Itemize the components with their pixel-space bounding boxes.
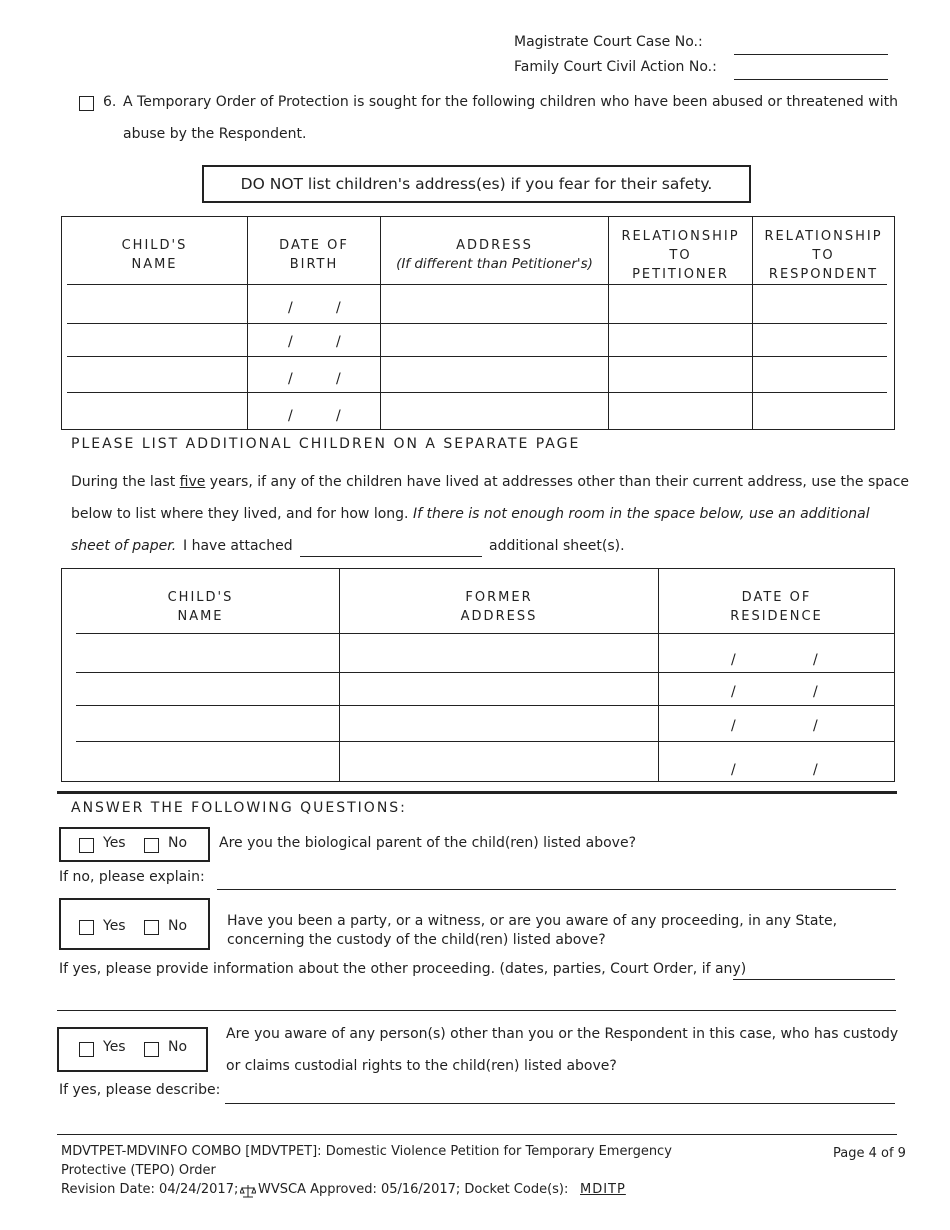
q1-follow-label: If no, please explain:: [59, 869, 205, 885]
page-number: Page 4 of 9: [833, 1146, 906, 1161]
section-divider: [57, 791, 897, 794]
additional-children-note: PLEASE LIST ADDITIONAL CHILDREN ON A SEPARATE PAGE: [71, 436, 581, 452]
table-row: [67, 323, 887, 324]
dob-slash: /: [288, 371, 293, 387]
magistrate-case-label: Magistrate Court Case No.:: [514, 34, 703, 50]
residence-slash: /: [813, 762, 818, 778]
q1-question: Are you the biological parent of the child(ren) listed above?: [219, 835, 637, 851]
residence-slash: /: [813, 684, 818, 700]
children-header-address: ADDRESS (If different than Petitioner's): [396, 238, 593, 272]
q2-no-label: No: [168, 918, 188, 934]
residence-paragraph-line3: sheet of paper.: [71, 538, 177, 554]
dob-slash: /: [288, 334, 293, 350]
residence-slash: /: [813, 718, 818, 734]
q3-describe-field[interactable]: [225, 1103, 895, 1104]
children-header-rel-petitioner: RELATIONSHIP TO PETITIONER: [621, 229, 740, 282]
q3-question-line2: or claims custodial rights to the child(ren) listed above?: [226, 1058, 617, 1074]
dob-slash: /: [288, 300, 293, 316]
family-case-field[interactable]: [734, 79, 888, 80]
table-row: [67, 392, 887, 393]
q3-no-label: No: [168, 1039, 188, 1055]
q2-info-field-2[interactable]: [57, 1010, 896, 1011]
q1-yes-checkbox[interactable]: [79, 838, 94, 853]
q2-info-field[interactable]: [733, 979, 895, 980]
q2-question-line2: concerning the custody of the child(ren) listed above?: [227, 932, 606, 948]
family-case-label: Family Court Civil Action No.:: [514, 59, 717, 75]
safety-warning-box: [202, 165, 751, 203]
q2-yes-label: Yes: [103, 918, 126, 934]
safety-warning-text: DO NOT list children's address(es) if you fear for their safety.: [240, 175, 713, 193]
children-header-name: CHILD'S NAME: [121, 238, 188, 272]
q3-yes-label: Yes: [103, 1039, 126, 1055]
footer-form-title-line2: Protective (TEPO) Order: [61, 1163, 216, 1178]
q3-follow-label: If yes, please describe:: [59, 1082, 221, 1098]
table-row: [67, 356, 887, 357]
questions-heading: ANSWER THE FOLLOWING QUESTIONS:: [71, 800, 407, 816]
q1-no-checkbox[interactable]: [144, 838, 159, 853]
dob-slash: /: [288, 408, 293, 424]
residence-slash: /: [731, 718, 736, 734]
table-row: [76, 672, 895, 673]
dob-slash: /: [336, 334, 341, 350]
footer-divider: [57, 1134, 897, 1135]
residence-paragraph-line2: below to list where they lived, and for how long. If there is not enough room in the space below, use an additional: [71, 506, 870, 522]
q2-question-line1: Have you been a party, or a witness, or are you aware of any proceeding, in any State,: [227, 913, 838, 929]
former-header-address: FORMER ADDRESS: [460, 590, 538, 624]
item6-checkbox[interactable]: [79, 96, 94, 111]
dob-slash: /: [336, 300, 341, 316]
table-row: [76, 633, 895, 634]
item6-text-line2: abuse by the Respondent.: [123, 126, 307, 142]
table-row: [76, 741, 895, 742]
footer-revision: Revision Date: 04/24/2017;: [61, 1182, 239, 1197]
q1-yes-label: Yes: [103, 835, 126, 851]
q1-no-label: No: [168, 835, 188, 851]
children-header-rel-respondent: RELATIONSHIP TO RESPONDENT: [764, 229, 883, 282]
scales-icon: [240, 1183, 256, 1199]
q2-yes-checkbox[interactable]: [79, 920, 94, 935]
q3-yes-checkbox[interactable]: [79, 1042, 94, 1057]
magistrate-case-field[interactable]: [734, 54, 888, 55]
additional-sheets-label: additional sheet(s).: [489, 538, 625, 554]
residence-paragraph-line1: During the last five years, if any of the children have lived at addresses other than their current address, use the space: [71, 474, 910, 490]
residence-slash: /: [731, 762, 736, 778]
item6-number: 6.: [103, 94, 117, 110]
q3-question-line1: Are you aware of any person(s) other than you or the Respondent in this case, who has custody: [226, 1026, 899, 1042]
dob-slash: /: [336, 408, 341, 424]
children-header-dob: DATE OF BIRTH: [279, 238, 349, 272]
residence-slash: /: [731, 684, 736, 700]
q1-explain-field[interactable]: [217, 889, 896, 890]
dob-slash: /: [336, 371, 341, 387]
residence-slash: /: [813, 652, 818, 668]
q2-no-checkbox[interactable]: [144, 920, 159, 935]
table-row: [67, 284, 887, 285]
footer-docket-code: MDITP: [580, 1182, 626, 1197]
item6-text-line1: A Temporary Order of Protection is sought for the following children who have been abused or threatened with: [123, 94, 898, 110]
former-header-residence: DATE OF RESIDENCE: [730, 590, 823, 624]
footer-form-title: MDVTPET-MDVINFO COMBO [MDVTPET]: Domestic Violence Petition for Temporary Emergency: [61, 1144, 672, 1159]
attached-label: I have attached: [183, 538, 293, 554]
former-header-name: CHILD'S NAME: [167, 590, 234, 624]
table-row: [76, 705, 895, 706]
footer-approved: WVSCA Approved: 05/16/2017; Docket Code(s):: [258, 1182, 569, 1197]
q3-no-checkbox[interactable]: [144, 1042, 159, 1057]
q2-follow-label: If yes, please provide information about the other proceeding. (dates, parties, Court Order, if any): [59, 961, 747, 977]
attached-sheets-field[interactable]: [300, 556, 482, 557]
residence-slash: /: [731, 652, 736, 668]
